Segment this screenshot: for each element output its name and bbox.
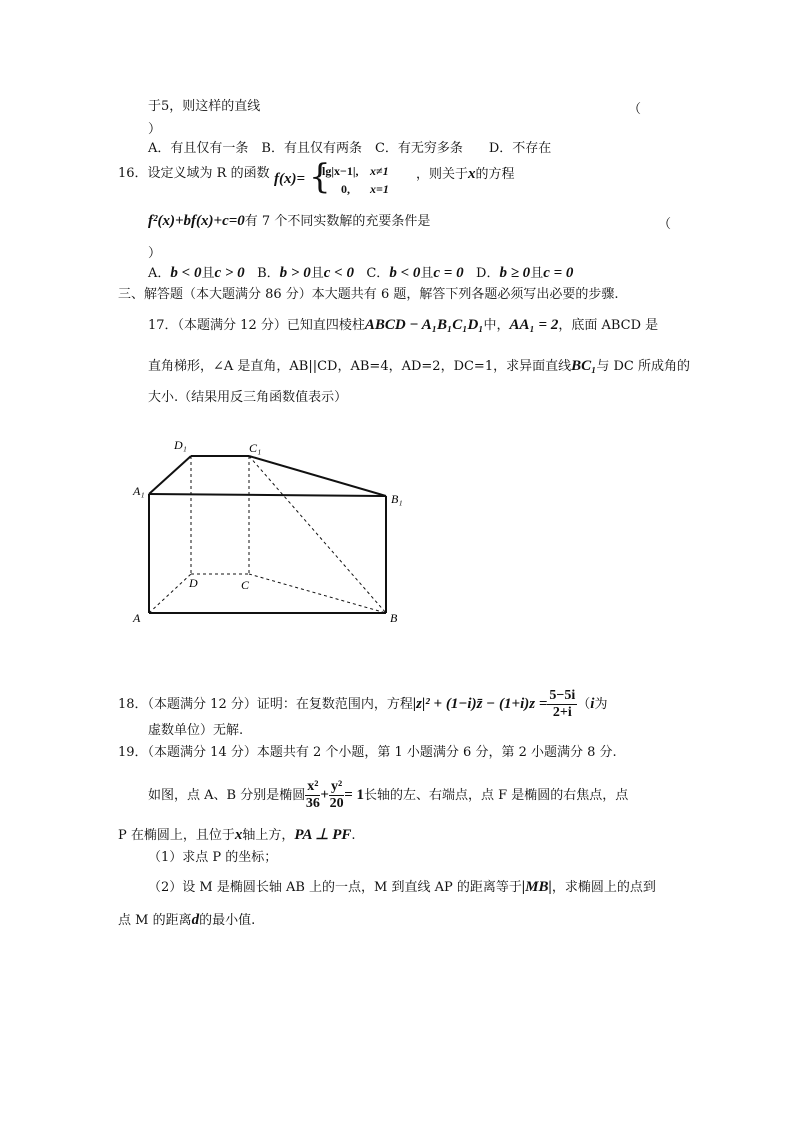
edge-a1b1 [149, 494, 386, 496]
q16-after-x: 的方程 [475, 167, 515, 182]
q19-part1: 如图，点 A、B 分别是椭圆 [148, 788, 306, 803]
q16-opt-c-1: b < 0 [389, 265, 421, 281]
q19-mb: |MB| [521, 879, 552, 895]
q16-opt-a-1: b < 0 [170, 265, 202, 281]
q19-perp: PA ⊥ PF [294, 827, 352, 843]
q16-equation: f²(x)+bf(x)+c=0 [148, 213, 245, 229]
q17-line2a: 直角梯形，∠A 是直角，AB||CD，AB=4，AD=2，DC=1，求异面直线 [148, 359, 572, 374]
q19-var-x: x [234, 827, 243, 843]
edge-c1b1 [249, 456, 386, 496]
label-a1: A₁ [133, 484, 145, 498]
q18-part1: 18．（本题满分 12 分）证明：在复数范围内，方程 [118, 697, 413, 712]
q17-aa1: AA₁ = 2 [509, 317, 559, 333]
q17-prism: ABCD − A₁B₁C₁D₁ [364, 317, 484, 333]
q19-part2: 长轴的左、右端点，点 F 是椭圆的右焦点，点 [364, 788, 629, 803]
q16-paren-close: ） [148, 246, 162, 261]
q18-var-i: i [590, 696, 595, 712]
q19-fy-den: 20 [329, 796, 344, 811]
q19-sub2b: ，求椭圆上的点到 [551, 880, 656, 895]
label-d1: D₁ [174, 438, 187, 452]
q19-line5a: 点 M 的距离 [118, 913, 192, 928]
q16-opt-c-label: C． [366, 266, 390, 281]
q18-frac-den: 2+i [552, 705, 572, 720]
section3-heading: 三、解答题（本大题满分 86 分）本大题共有 6 题，解答下列各题必须写出必要的步骤. [118, 287, 619, 302]
q16-case2-cond: x=1 [370, 182, 389, 196]
edge-bc1 [249, 456, 386, 613]
q17-part2: 中， [483, 318, 510, 333]
label-d: D [189, 576, 198, 590]
q17-line3: 大小.（结果用反三角函数值表示） [148, 390, 348, 405]
q16-opt-d-2: c = 0 [543, 265, 574, 281]
q16-opt-b-label: B． [257, 266, 280, 281]
q16-after-eq: 有 7 个不同实数解的充要条件是 [244, 214, 431, 229]
q15-paren-open: （ [628, 102, 642, 117]
q16-opt-c-mid: 且 [420, 266, 434, 281]
q19-var-d: d [191, 912, 200, 928]
q19-frac-x [305, 779, 320, 812]
q18-line2: 虚数单位）无解. [148, 723, 244, 738]
q16-fx-label: f(x)= [274, 171, 306, 187]
q16-intro: 16．设定义域为 R 的函数 [118, 166, 270, 181]
q16-after-func: ，则关于 [416, 167, 469, 182]
q16-opt-d-1: b ≥ 0 [499, 265, 531, 281]
q19-line3c: . [351, 828, 356, 843]
q19-line5 [118, 911, 255, 930]
q19-line2 [148, 777, 628, 814]
label-c1: C₁ [249, 441, 262, 455]
q19-sub2a: （2）设 M 是椭圆长轴 AB 上的一点，M 到直线 AP 的距离等于 [148, 880, 522, 895]
edge-cb [249, 574, 386, 613]
q18-equation: |z|² + (1−i)z̄ − (1+i)z = [412, 696, 548, 712]
q19-fx-num: x² [307, 779, 319, 794]
q16-paren-open: （ [658, 217, 672, 232]
q16-case2-expr: 0, [341, 182, 350, 196]
q17-part1: 17．（本题满分 12 分）已知直四棱柱 [148, 318, 365, 333]
q16-opt-a-label: A． [148, 266, 171, 281]
q16-opt-d-label: D． [476, 266, 500, 281]
q16-case1-expr: lg|x−1|, [322, 164, 359, 178]
q18-part3: 为 [594, 697, 608, 712]
label-b1: B₁ [391, 492, 403, 506]
q16-var-x: x [468, 166, 476, 182]
q19-line3a: P 在椭圆上，且位于 [118, 828, 235, 843]
q17-line2b: 与 DC 所成角的 [596, 359, 690, 374]
q16-opt-b-1: b > 0 [279, 265, 311, 281]
q15-text: 于5，则这样的直线 [148, 99, 261, 114]
q16-opt-b-2: c < 0 [323, 265, 354, 281]
q16-brace: { [309, 157, 331, 197]
q19-line5b: 的最小值. [199, 913, 256, 928]
q18-fraction [547, 688, 577, 721]
q19-sub2 [148, 878, 656, 897]
q19-line3b: 轴上方， [242, 828, 295, 843]
q17-bc1: BC₁ [571, 358, 597, 374]
q15-options: A．有且仅有一条 B．有且仅有两条 C．有无穷多条 D．不存在 [148, 141, 552, 156]
label-b: B [390, 611, 398, 625]
q16-opt-c-2: c = 0 [433, 265, 464, 281]
q18-line1 [118, 686, 607, 723]
q16-opt-b-mid: 且 [310, 266, 324, 281]
q19-sub1: （1）求点 P 的坐标； [148, 850, 278, 865]
q19-eq-one: = 1 [344, 787, 364, 803]
q19-line1: 19．（本题满分 14 分）本题共有 2 个小题，第 1 小题满分 6 分，第 2 小题满分 8 分. [118, 745, 617, 760]
q15-paren-close: ） [148, 122, 162, 137]
label-c: C [241, 578, 250, 592]
q19-fy-num: y² [330, 779, 343, 794]
edge-ad [149, 574, 191, 613]
q16-opt-a-mid: 且 [201, 266, 215, 281]
q18-frac-num: 5−5i [549, 688, 576, 703]
q19-frac-y [329, 779, 344, 812]
q19-line3 [118, 826, 356, 845]
q16-case1-cond: x≠1 [370, 164, 389, 178]
q16-opt-a-2: c > 0 [214, 265, 245, 281]
q19-plus: + [320, 787, 329, 803]
q19-fx-den: 36 [305, 796, 320, 811]
q17-part3: ，底面 ABCD 是 [558, 318, 659, 333]
q18-part2: （ [577, 697, 591, 712]
edge-a1d1 [149, 456, 191, 494]
q16-opt-d-mid: 且 [530, 266, 544, 281]
label-a: A [133, 611, 141, 625]
